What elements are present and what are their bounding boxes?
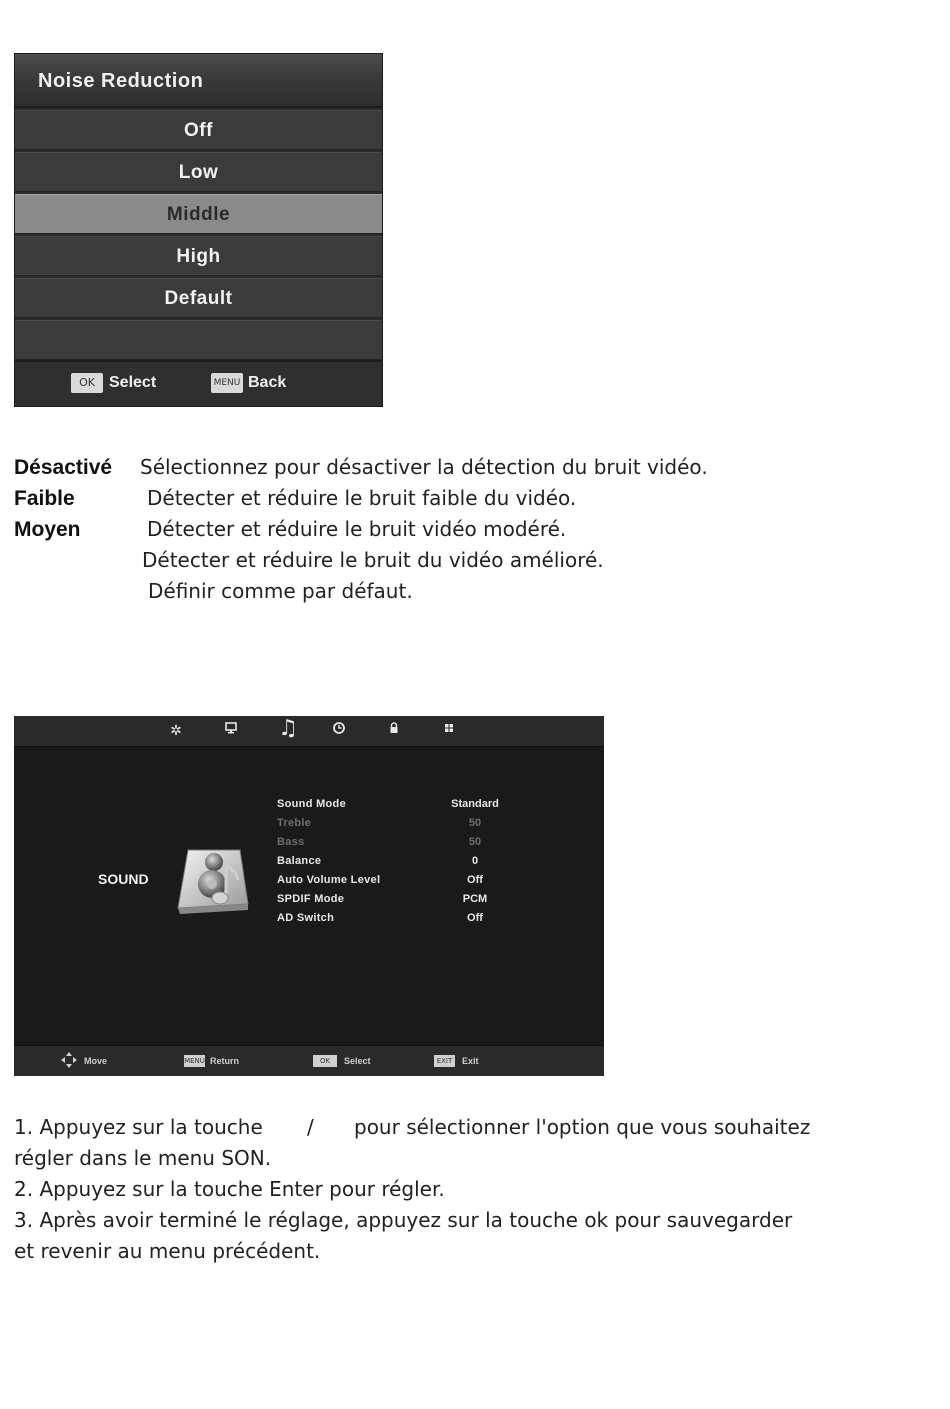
back-hint: Back: [248, 374, 287, 391]
music-note-icon[interactable]: ♫: [278, 716, 298, 741]
sound-menu-footer: [14, 1045, 604, 1076]
instruction-line: 2. Appuyez sur la touche Enter pour régler.: [14, 1177, 445, 1201]
instruction-line: régler dans le menu SON.: [14, 1146, 272, 1170]
menu-key-icon: MENU: [184, 1057, 205, 1065]
setting-name: Balance: [277, 855, 322, 867]
ok-key-icon: OK: [71, 373, 103, 393]
setting-name: Auto Volume Level: [277, 874, 381, 886]
setting-value: 0: [471, 855, 479, 867]
empty-row: [15, 320, 382, 360]
description-text: Sélectionnez pour désactiver la détection du bruit vidéo.: [140, 455, 708, 479]
setting-name: Sound Mode: [277, 798, 346, 810]
noise-reduction-menu: [14, 53, 383, 407]
description-text: Détecter et réduire le bruit vidéo modéré.: [147, 517, 567, 541]
sound-menu: [14, 716, 604, 1076]
setting-spdif-mode[interactable]: [277, 893, 577, 912]
setting-name: Bass: [277, 836, 305, 848]
option-high[interactable]: High: [15, 236, 382, 276]
description-text: Définir comme par défaut.: [148, 579, 413, 603]
monitor-icon[interactable]: [221, 721, 241, 741]
speaker-icon: [174, 846, 250, 916]
description-text: Détecter et réduire le bruit faible du vidéo.: [147, 486, 577, 510]
description-text: Détecter et réduire le bruit du vidéo amélioré.: [142, 548, 604, 572]
setting-value: Standard: [451, 798, 499, 810]
instruction-line: [14, 1112, 914, 1143]
setting-value: PCM: [462, 893, 488, 905]
menu-tab-bar: [14, 716, 604, 747]
noise-reduction-title: Noise Reduction: [15, 54, 382, 108]
section-label: SOUND: [98, 871, 149, 887]
setting-name: Treble: [277, 817, 312, 829]
exit-key-icon: EXIT: [434, 1055, 455, 1067]
setting-value: 50: [468, 817, 482, 829]
clock-icon[interactable]: [329, 721, 349, 741]
noise-reduction-options: [15, 110, 382, 362]
setting-name: SPDIF Mode: [277, 893, 345, 905]
setting-value: Off: [467, 912, 483, 924]
instruction-line: et revenir au menu précédent.: [14, 1239, 321, 1263]
setting-ad-switch[interactable]: [277, 912, 577, 931]
noise-reduction-footer: [15, 360, 382, 406]
setting-auto-volume-level[interactable]: [277, 874, 577, 893]
key-separator: /: [307, 1115, 314, 1139]
instruction-text: pour sélectionner l'option que vous souhaitez: [354, 1115, 811, 1139]
option-middle[interactable]: Middle: [15, 194, 382, 234]
sound-settings-list: [277, 798, 577, 931]
description-term: Faible: [14, 487, 75, 510]
option-off[interactable]: Off: [15, 110, 382, 150]
option-default[interactable]: Default: [15, 278, 382, 318]
ok-key-icon: OK: [313, 1055, 337, 1067]
return-hint: Return: [210, 1056, 239, 1066]
move-arrows-icon: [60, 1051, 78, 1069]
select-hint: Select: [109, 374, 157, 391]
select-hint: Select: [344, 1056, 371, 1066]
instruction-line: 3. Après avoir terminé le réglage, appuyez sur la touche ok pour sauvegarder: [14, 1208, 793, 1232]
option-low[interactable]: Low: [15, 152, 382, 192]
setting-bass: [277, 836, 577, 855]
move-hint: Move: [84, 1056, 108, 1066]
setting-value: Off: [467, 874, 483, 886]
setting-value: 50: [468, 836, 482, 848]
app-grid-icon[interactable]: [439, 721, 459, 741]
lock-icon[interactable]: [384, 721, 404, 741]
setting-sound-mode[interactable]: [277, 798, 577, 817]
setting-balance[interactable]: [277, 855, 577, 874]
exit-hint: Exit: [462, 1056, 479, 1066]
description-term: Désactivé: [14, 456, 113, 479]
gear-icon[interactable]: ✲: [170, 723, 182, 739]
setting-treble: [277, 817, 577, 836]
instruction-text: 1. Appuyez sur la touche: [14, 1115, 263, 1139]
setting-name: AD Switch: [277, 912, 335, 924]
menu-key-icon: MENU: [211, 373, 243, 393]
description-term: Moyen: [14, 518, 81, 541]
